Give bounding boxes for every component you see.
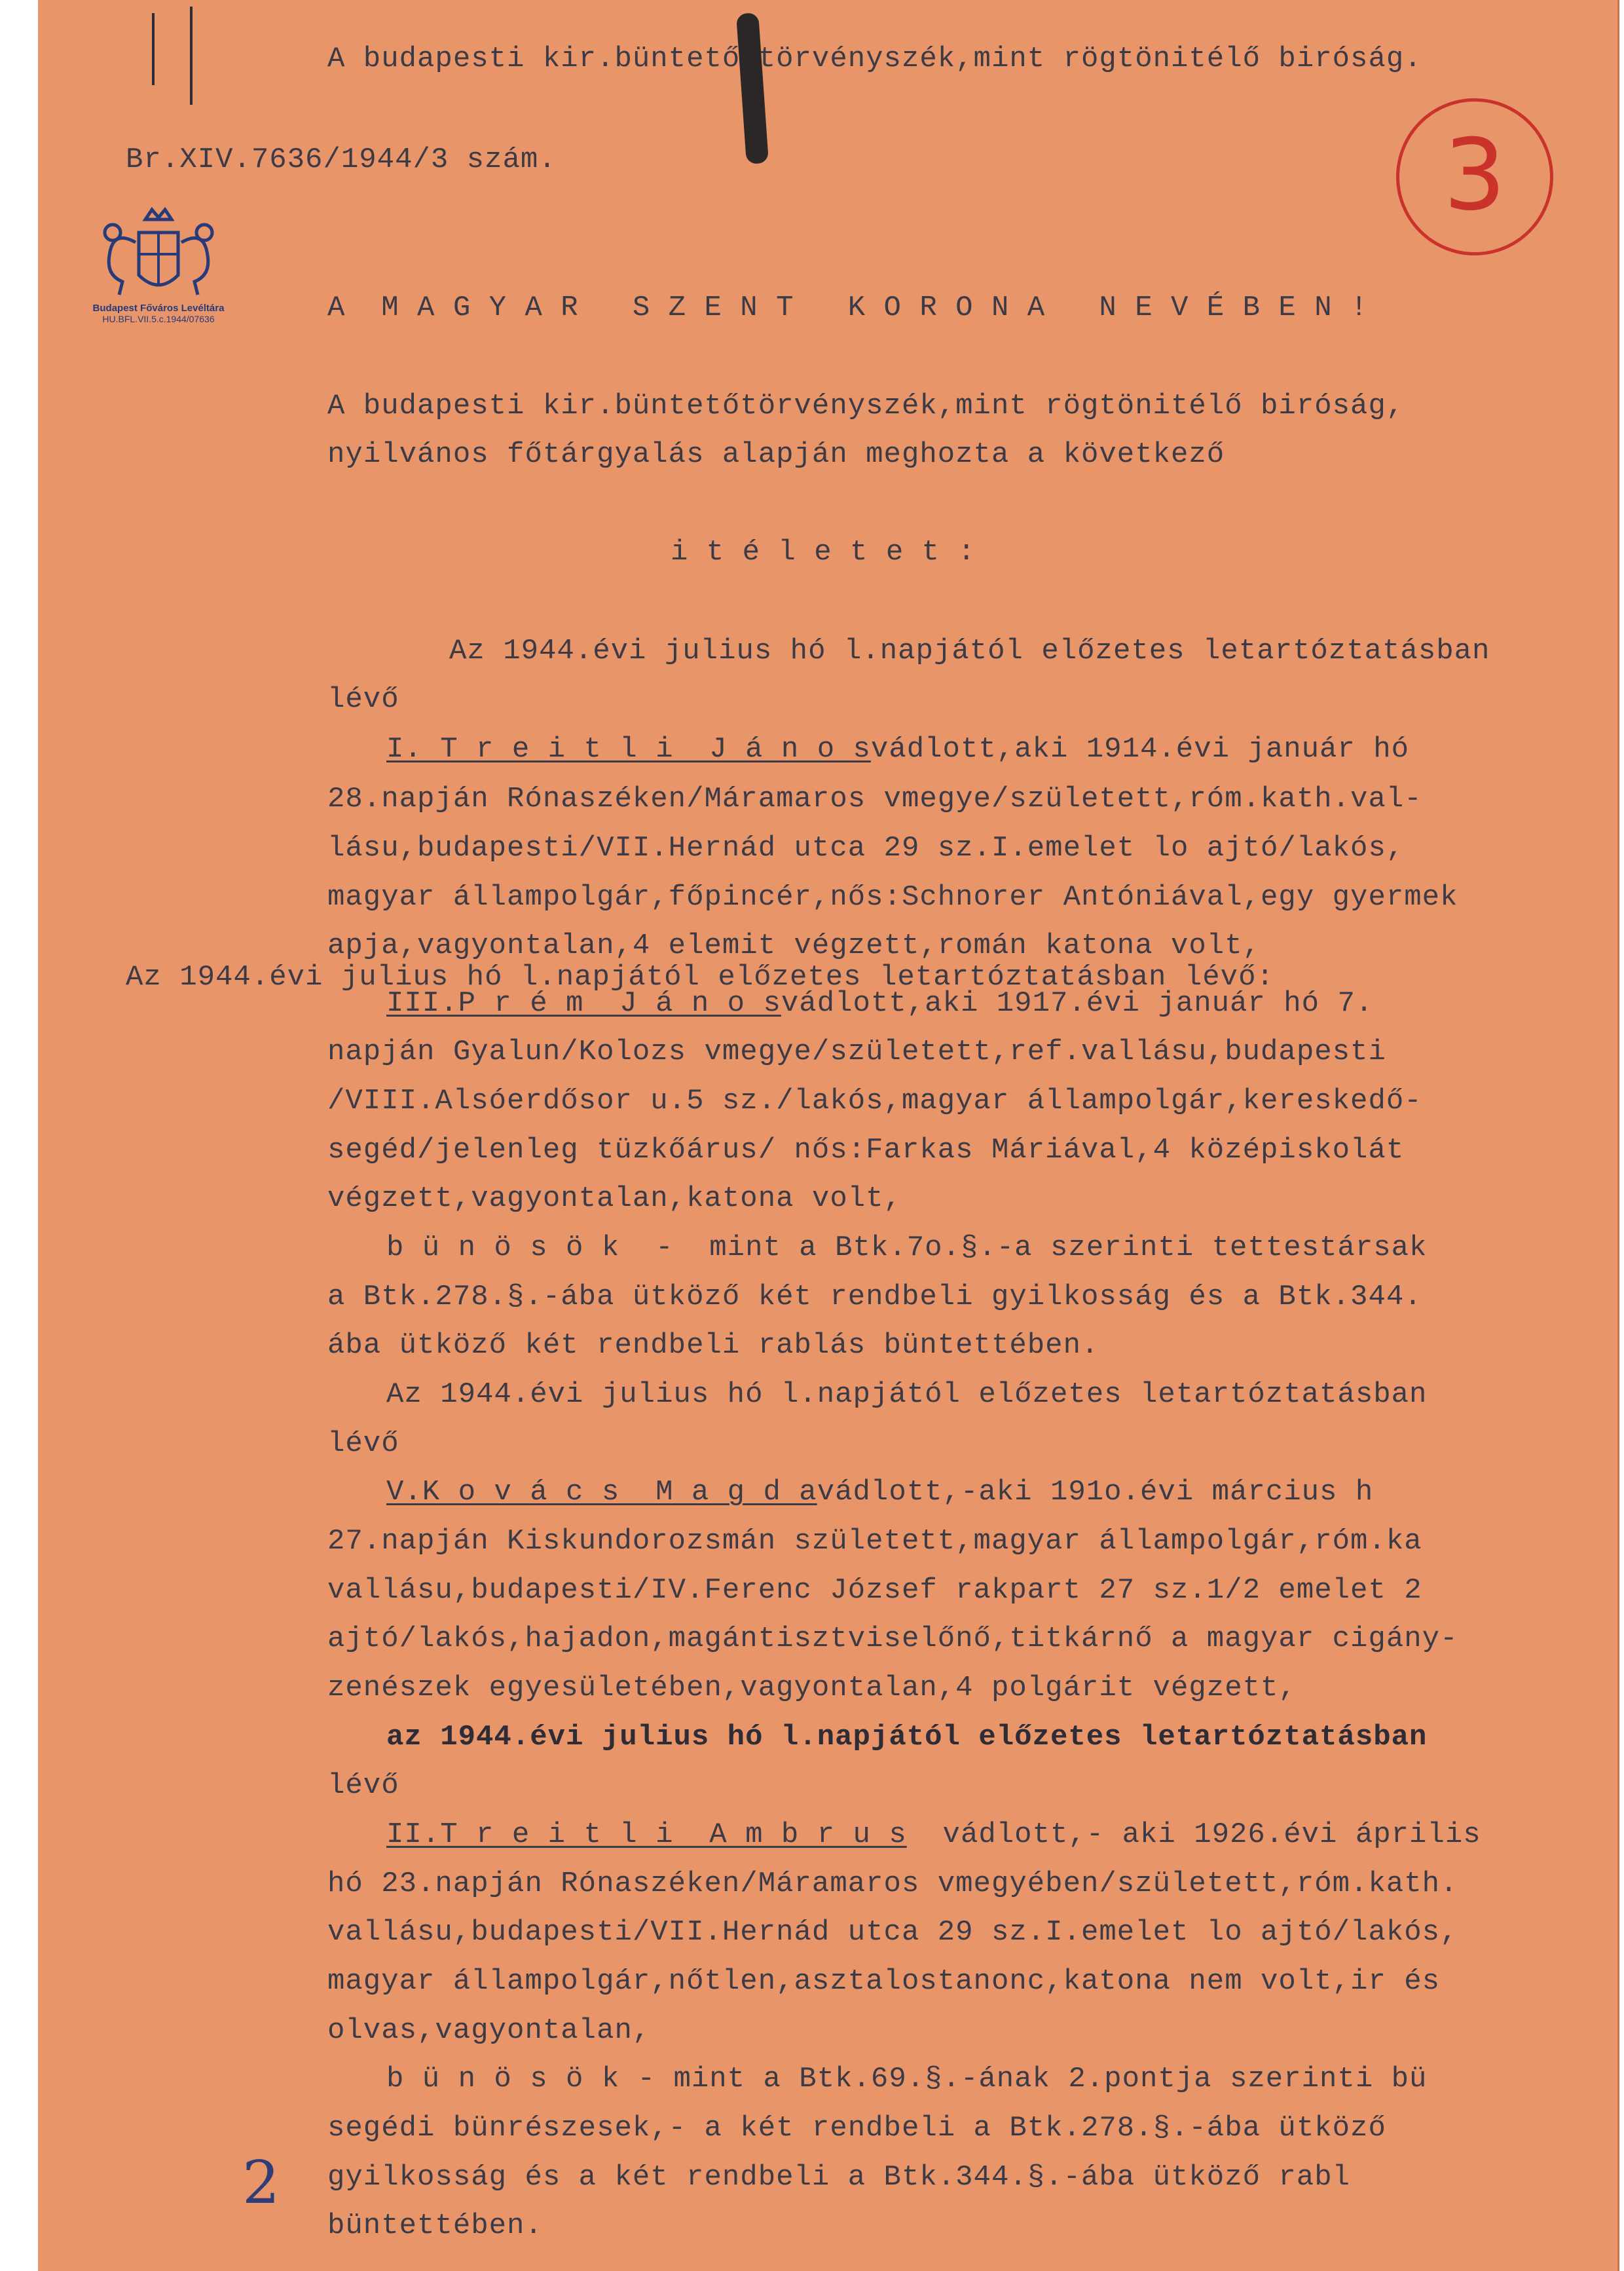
margin-line-right [190, 7, 193, 105]
verdict-line: ába ütköző két rendbeli rablás büntettében. [327, 1329, 1099, 1362]
text-line: olvas,vagyontalan, [327, 2014, 651, 2047]
verdict-line: b ü n ö s ö k - mint a Btk.7o.§.-a szerinti tettestársak [386, 1231, 1428, 1264]
scan-border [0, 0, 38, 2271]
text-line: magyar állampolgár,nőtlen,asztalostanonc,katona nem volt,ir és [327, 1965, 1441, 1998]
defendant-name: III.P r é m J á n o s [386, 987, 781, 1020]
verdict-line: büntettében. [327, 2209, 543, 2242]
defendant-line [386, 732, 1409, 766]
verdict-line: a Btk.278.§.-ába ütköző két rendbeli gyilkosság és a Btk.344. [327, 1281, 1422, 1313]
text-line: vallásu,budapesti/IV.Ferenc József rakpart 27 sz.1/2 emelet 2 [327, 1574, 1422, 1607]
text-line: lévő [327, 683, 399, 716]
verdict-line: b ü n ö s ö k - mint a Btk.69.§.-ának 2.pontja szerinti bü [386, 2063, 1428, 2095]
text-line: ajtó/lakós,hajadon,magántisztviselőnő,titkárnő a magyar cigány- [327, 1623, 1458, 1655]
text-line: vallásu,budapesti/VII.Hernád utca 29 sz.I.emelet lo ajtó/lakós, [327, 1916, 1458, 1949]
archive-name: Budapest Főváros Levéltára [92, 303, 225, 314]
verdict-line: segédi bünrészesek,- a két rendbeli a Btk.278.§.-ába ütköző [327, 2112, 1386, 2145]
text-line: segéd/jelenleg tüzkőárus/ nős:Farkas Máriával,4 középiskolát [327, 1134, 1405, 1167]
intro-line: A budapesti kir.büntetőtörvényszék,mint rögtönitélő biróság, [327, 390, 1405, 422]
text-line: lásu,budapesti/VII.Hernád utca 29 sz.I.emelet lo ajtó/lakós, [327, 832, 1405, 865]
defendant-line [386, 1818, 1481, 1852]
text-line: zenészek egyesületében,vagyontalan,4 polgárit végzett, [327, 1672, 1297, 1704]
case-number: Br.XIV.7636/1944/3 szám. [126, 143, 557, 176]
verdict-heading: i t é l e t e t : [671, 536, 976, 569]
archive-reference: HU.BFL.VII.5.c.1944/07636 [102, 314, 215, 324]
text-line: hó 23.napján Rónaszéken/Máramaros vmegyében/született,róm.kath. [327, 1867, 1458, 1900]
text-line: napján Gyalun/Kolozs vmegye/született,ref.vallásu,budapesti [327, 1036, 1386, 1068]
coat-of-arms-icon [83, 203, 234, 301]
text-line: az 1944.évi julius hó l.napjától előzetes letartóztatásban [386, 1721, 1428, 1754]
text-segment: vádlott,aki 1914.évi január hó [870, 733, 1410, 766]
text-line: Az 1944.évi julius hó l.napjától előzetes letartóztatásban [386, 1378, 1428, 1411]
text-line: lévő [327, 1427, 399, 1460]
defendant-name: II.T r e i t l i A m b r u s [386, 1818, 907, 1851]
margin-line-left [152, 13, 155, 85]
page-number: 2 [242, 2149, 280, 2217]
header-court: A budapesti kir.büntető törvényszék,mint rögtönitélő biróság. [327, 43, 1422, 75]
archive-logo [73, 203, 244, 324]
text-segment: vádlott,-aki 191o.évi március h [817, 1476, 1374, 1509]
page-stamp [1396, 98, 1553, 255]
overstrike-line: Az 1944.évi julius hó l.napjától előzetes letartóztatásban lévő: [126, 961, 1274, 994]
text-line: 28.napján Rónaszéken/Máramaros vmegye/született,róm.kath.val- [327, 783, 1422, 816]
defendant-line [386, 986, 1373, 1021]
text-line: 27.napján Kiskundorozsmán született,magyar állampolgár,róm.ka [327, 1525, 1422, 1558]
text-line: apja,vagyontalan,4 elemit végzett,román katona volt, [327, 929, 1261, 962]
document-title: A M A G Y A R S Z E N T K O R O N A N E V É B E N ! [327, 291, 1369, 324]
text-line: magyar állampolgár,főpincér,nős:Schnorer Antóniával,egy gyermek [327, 881, 1458, 914]
text-segment: vádlott,aki 1917.évi január hó 7. [781, 987, 1374, 1020]
defendant-line [386, 1475, 1373, 1509]
text-line: lévő [327, 1769, 399, 1802]
text-line: Az 1944.évi julius hó l.napjától előzetes letartóztatásban [449, 635, 1490, 667]
defendant-name: V.K o v á c s M a g d a [386, 1476, 817, 1509]
verdict-line: gyilkosság és a két rendbeli a Btk.344.§.-ába ütköző rabl [327, 2161, 1351, 2194]
intro-line: nyilvános főtárgyalás alapján meghozta a következő [327, 438, 1225, 471]
text-line: végzett,vagyontalan,katona volt, [327, 1182, 902, 1215]
text-segment: vádlott,- aki 1926.évi április [942, 1818, 1481, 1851]
text-line: /VIII.Alsóerdősor u.5 sz./lakós,magyar állampolgár,kereskedő- [327, 1085, 1422, 1117]
stamp-number: 3 [1443, 119, 1506, 233]
defendant-name: I. T r e i t l i J á n o s [386, 733, 871, 766]
